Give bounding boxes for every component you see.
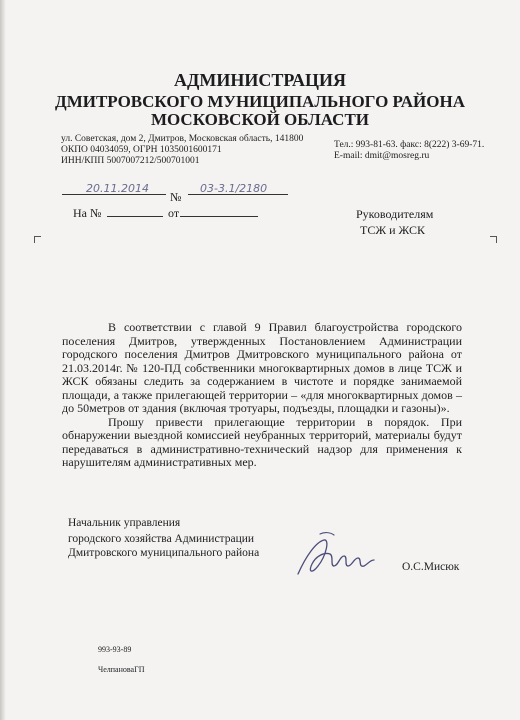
header-administration: АДМИНИСТРАЦИЯ <box>173 70 347 90</box>
recipient-line1: Руководителям <box>356 207 434 221</box>
signatory-title-2: городского хозяйства Администрации <box>68 533 255 545</box>
footer-block <box>98 640 144 680</box>
signatory-title-3: Дмитровского муниципального района <box>68 547 260 559</box>
letter-body <box>62 321 462 470</box>
registration-number-label: № <box>170 190 182 204</box>
recipient-block <box>356 206 433 238</box>
body-paragraph-1: В соответствии с главой 9 Правил благоустройства городского поселения Дмитров, утвержденных Постановлением Администрации городского поселения Дмитров Дмитровского муниципального района от 21.03.2014г. № 120-ПД собственники многоквартирных домов в лице ТСЖ и ЖСК обязаны следить за содержанием в чистоте и порядке занимаемой площади, а также прилегающей территории – «для многоквартирных домов – до 50метров от здания (включая тротуары, подъезды, площадки и газоны)». <box>62 320 462 415</box>
body-paragraph-2: Прошу привести прилегающие территории в порядок. При обнаружении выездной комиссией неубранных территорий, материалы будут передаваться в административно-технический надзор для применения к нарушителям административных мер. <box>62 414 462 469</box>
recipient-line2: ТСЖ и ЖСК <box>360 223 425 237</box>
footer-author: ЧелпановаГП <box>98 665 145 674</box>
registration-date: 20.11.2014 <box>86 182 149 195</box>
handwritten-signature-icon <box>290 526 380 586</box>
address-corner-mark-left <box>34 236 41 243</box>
contacts-block <box>334 140 484 162</box>
signatory-title-1: Начальник управления <box>68 517 181 529</box>
address-corner-mark-right <box>490 236 497 243</box>
address-okpo: ОКПО 04034059, ОГРН 1035001600171 <box>61 145 222 155</box>
address-street: ул. Советская, дом 2, Дмитров, Московская область, 141800 <box>61 134 304 144</box>
reference-number-line <box>107 216 163 217</box>
registration-number: 03-3.1/2180 <box>200 182 268 195</box>
footer-phone: 993-93-89 <box>98 645 132 654</box>
address-inn: ИНН/КПП 5007007212/500701001 <box>61 156 200 166</box>
header-district: ДМИТРОВСКОГО МУНИЦИПАЛЬНОГО РАЙОНА <box>55 92 465 111</box>
contacts-email: E-mail: dmit@mosreg.ru <box>334 151 430 161</box>
reference-date-line <box>180 216 258 217</box>
address-block <box>61 134 303 167</box>
reference-date-label: от <box>168 206 180 220</box>
contacts-phone: Тел.: 993-81-63. факс: 8(222) 3-69-71. <box>334 140 485 150</box>
reference-number-label: На № <box>73 206 102 220</box>
signatory-name: О.С.Мисюк <box>402 561 460 573</box>
signatory-title-block <box>68 516 259 560</box>
header-region: МОСКОВСКОЙ ОБЛАСТИ <box>150 110 370 129</box>
